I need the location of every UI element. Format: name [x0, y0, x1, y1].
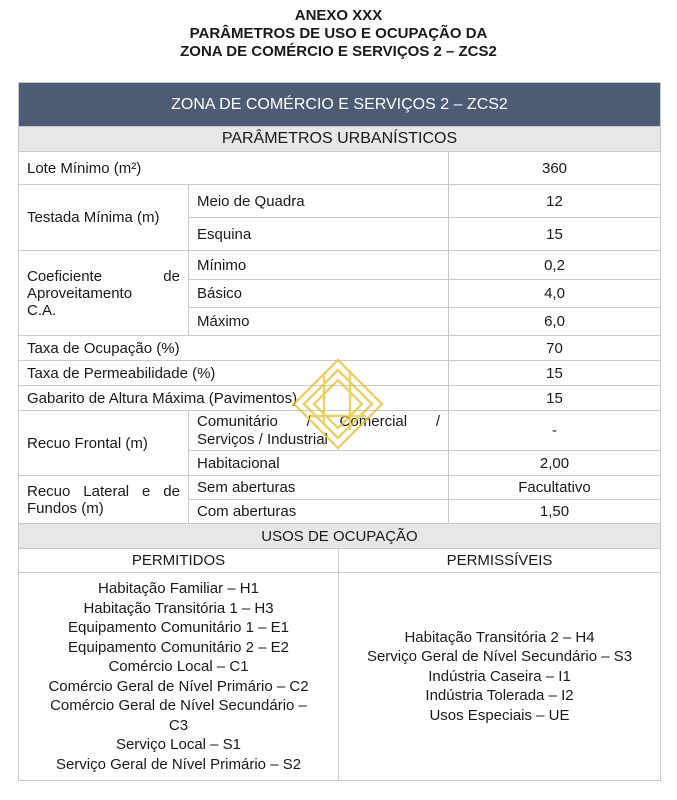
coeficiente-label-line2: Aproveitamento: [27, 284, 133, 302]
annex-subtitle-1: PARÂMETROS DE USO E OCUPAÇÃO DA: [189, 25, 488, 42]
testada-label: Testada Mínima (m): [19, 185, 189, 251]
permitidos-list: [19, 573, 339, 781]
testada-esquina-value: 15: [449, 218, 661, 251]
recuo-comunitario-value: -: [449, 411, 661, 451]
parameters-table: [18, 82, 661, 524]
section-usos: USOS DE OCUPAÇÃO: [19, 524, 661, 549]
permitidos-title: PERMITIDOS: [19, 549, 339, 573]
recuo-comunitario-line1: Comunitário / Comercial /: [197, 412, 440, 430]
list-item: Usos Especiais – UE: [429, 706, 570, 724]
table-row: [19, 476, 661, 500]
recuo-lateral-line1: Recuo Lateral e de: [27, 482, 180, 500]
lote-minimo-label: Lote Mínimo (m²): [19, 152, 449, 185]
section-parametros: PARÂMETROS URBANÍSTICOS: [19, 127, 661, 152]
list-item: Habitação Transitória 1 – H3: [83, 599, 274, 617]
coeficiente-maximo-label: Máximo: [189, 308, 449, 336]
recuo-habitacional-label: Habitacional: [189, 451, 449, 476]
coeficiente-label-line1: Coeficiente de: [27, 267, 180, 285]
table-row: [19, 251, 661, 280]
testada-esquina-label: Esquina: [189, 218, 449, 251]
taxa-permeabilidade-label: Taxa de Permeabilidade (%): [19, 361, 449, 386]
list-item: Serviço Local – S1: [115, 736, 242, 753]
recuo-com-label: Com aberturas: [189, 500, 449, 524]
gabarito-label: Gabarito de Altura Máxima (Pavimentos): [19, 386, 449, 411]
taxa-ocupacao-value: 70: [449, 336, 661, 361]
coeficiente-label: [19, 251, 189, 336]
recuo-comunitario-line2: Serviços / Industrial: [197, 430, 328, 448]
list-item: C3: [168, 716, 189, 734]
list-item: Habitação Transitória 2 – H4: [404, 628, 595, 646]
list-item: Comércio Geral de Nível Primário – C2: [48, 677, 309, 695]
annex-subtitle-2: ZONA DE COMÉRCIO E SERVIÇOS 2 – ZCS2: [180, 43, 497, 60]
permissiveis-list: [339, 573, 661, 781]
lote-minimo-value: 360: [449, 152, 661, 185]
permissiveis-title: PERMISSÍVEIS: [339, 549, 661, 573]
usos-table: [18, 523, 661, 781]
testada-meio-label: Meio de Quadra: [189, 185, 449, 218]
taxa-ocupacao-label: Taxa de Ocupação (%): [19, 336, 449, 361]
coeficiente-basico-value: 4,0: [449, 280, 661, 308]
recuo-sem-value: Facultativo: [449, 476, 661, 500]
recuo-lateral-line2: Fundos (m): [27, 499, 104, 517]
recuo-sem-label: Sem aberturas: [189, 476, 449, 500]
coeficiente-label-line3: C.A.: [27, 301, 57, 319]
testada-meio-value: 12: [449, 185, 661, 218]
coeficiente-minimo-label: Mínimo: [189, 251, 449, 280]
coeficiente-maximo-value: 6,0: [449, 308, 661, 336]
list-item: Equipamento Comunitário 2 – E2: [68, 638, 289, 656]
coeficiente-minimo-value: 0,2: [449, 251, 661, 280]
table-row: [19, 185, 661, 218]
taxa-permeabilidade-value: 15: [449, 361, 661, 386]
annex-title: ANEXO XXX: [294, 7, 383, 24]
table-row: [19, 152, 661, 185]
recuo-com-value: 1,50: [449, 500, 661, 524]
list-item: Serviço Geral de Nível Secundário – S3: [366, 648, 633, 666]
recuo-frontal-label: Recuo Frontal (m): [19, 411, 189, 476]
watermark-logo-icon: [290, 356, 386, 452]
list-item: Indústria Tolerada – I2: [425, 687, 574, 705]
list-item: Serviço Geral de Nível Primário – S2: [55, 755, 302, 773]
list-item: Habitação Familiar – H1: [98, 580, 259, 597]
list-item: Comércio Geral de Nível Secundário –: [50, 697, 307, 714]
gabarito-value: 15: [449, 386, 661, 411]
list-item: Comércio Local – C1: [108, 658, 249, 675]
recuo-habitacional-value: 2,00: [449, 451, 661, 476]
coeficiente-basico-label: Básico: [189, 280, 449, 308]
list-item: Indústria Caseira – I1: [428, 667, 571, 685]
recuo-lateral-label: [19, 476, 189, 524]
zone-title: ZONA DE COMÉRCIO E SERVIÇOS 2 – ZCS2: [19, 83, 661, 127]
list-item: Equipamento Comunitário 1 – E1: [68, 619, 289, 636]
